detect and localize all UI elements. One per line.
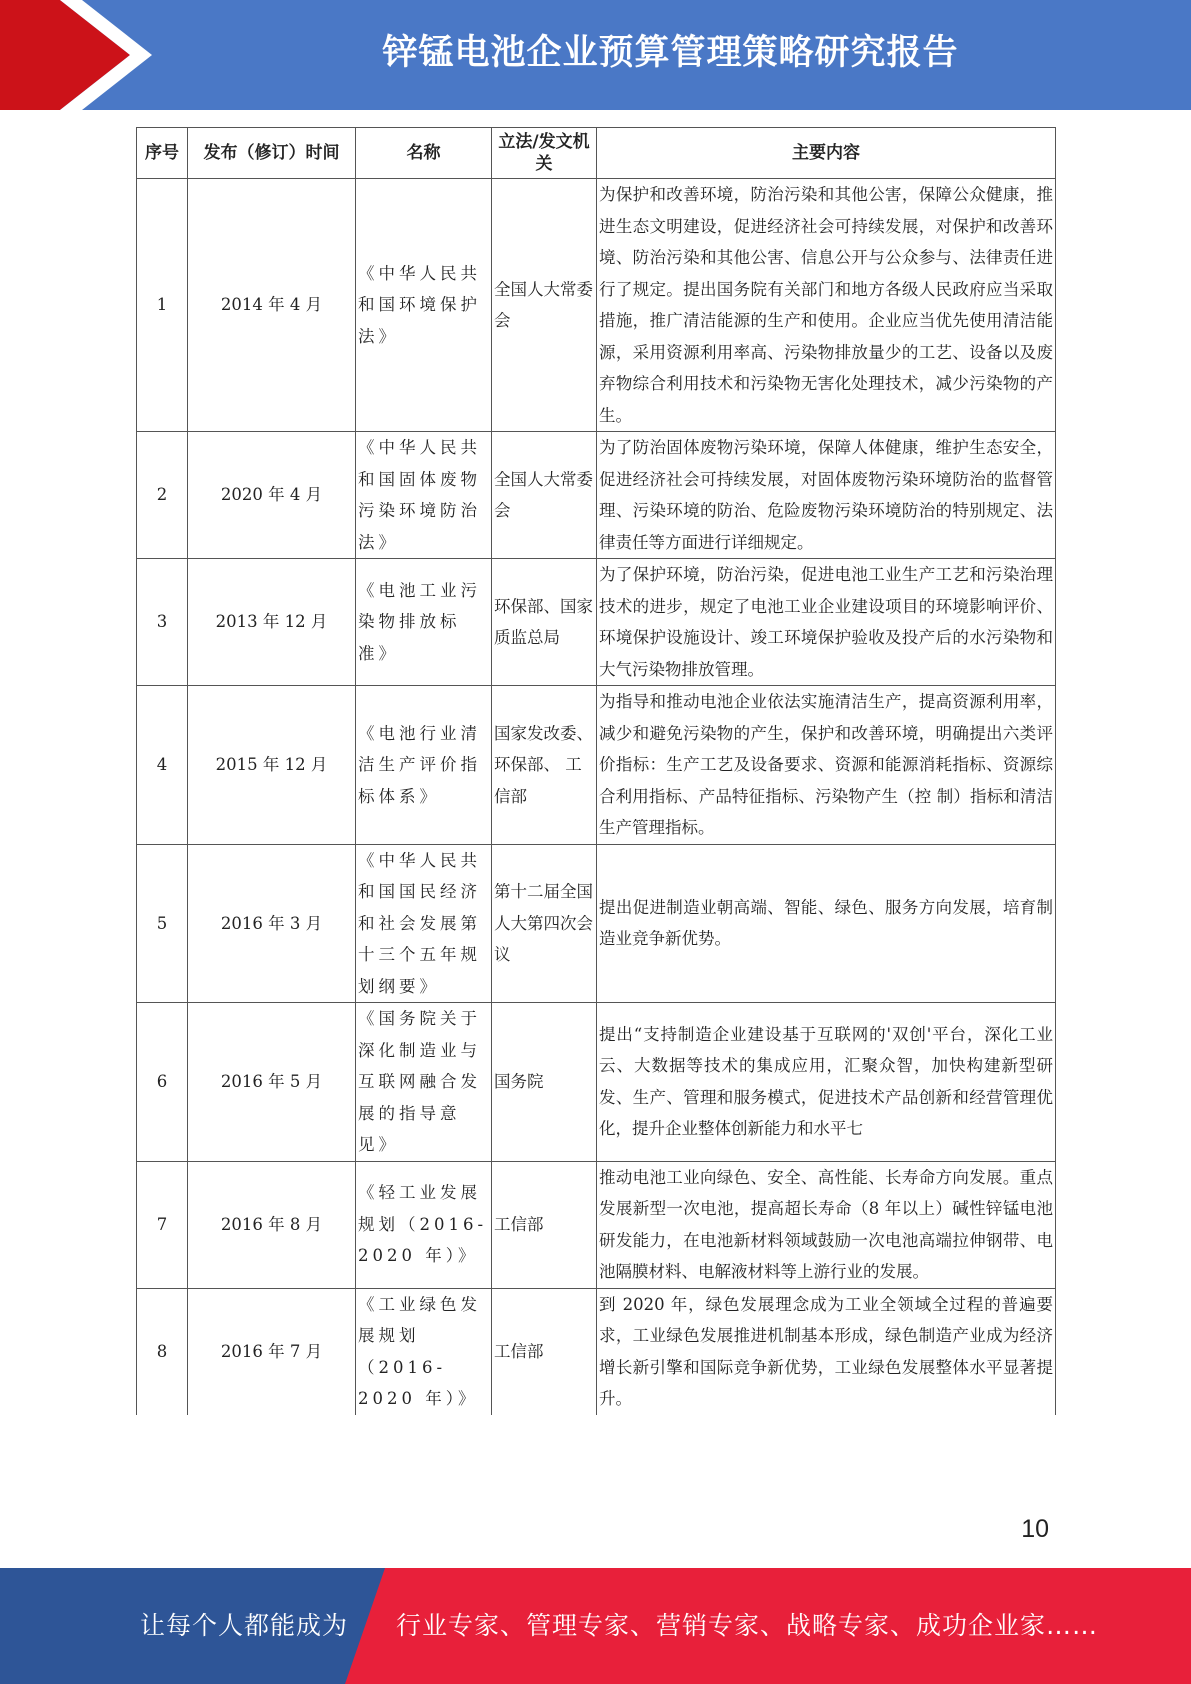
footer-banner [0,1568,1191,1684]
row-number: 7 [137,1161,188,1288]
table-row [137,559,1056,686]
row-content: 为保护和改善环境，防治污染和其他公害，保障公众健康，推进生态文明建设，促进经济社会可持续发展，对保护和改善环境、防治污染和其他公害、信息公开与公众参与、法律责任进行了规定。提出国务院有关部门和地方各级人民政府应当采取措施，推广清洁能源的生产和使用。企业应当优先使用清洁能源，采用资源利用率高、污染物排放量少的工艺、设备以及废弃物综合利用技术和污染物无害化处理技术，减少污染物的产生。 [597,179,1056,432]
row-date: 2014 年 4 月 [188,179,356,432]
row-date: 2016 年 5 月 [188,1003,356,1162]
row-org: 第十二届全国人大第四次会议 [492,844,597,1003]
row-number: 4 [137,686,188,845]
row-number: 3 [137,559,188,686]
table-row [137,432,1056,559]
row-date: 2015 年 12 月 [188,686,356,845]
row-org: 全国人大常委会 [492,179,597,432]
row-content: 为了保护环境，防治污染，促进电池工业生产工艺和污染治理技术的进步，规定了电池工业企业建设项目的环境影响评价、环境保护设施设计、竣工环境保护验收及投产后的水污染物和大气污染物排放管理。 [597,559,1056,686]
footer-slogan-right: 行业专家、管理专家、营销专家、战略专家、成功企业家…… [396,1611,1099,1640]
row-org: 工信部 [492,1288,597,1415]
row-name: 《电池工业污染物排放标准》 [356,559,492,686]
column-header-org: 立法/发文机关 [492,128,597,179]
table-row [137,1003,1056,1162]
row-name: 《中华人民共和国国民经济和社会发展第十三个五年规划纲要》 [356,844,492,1003]
column-header-no: 序号 [137,128,188,179]
row-content: 为指导和推动电池企业依法实施清洁生产，提高资源利用率，减少和避免污染物的产生，保护和改善环境，明确提出六类评价指标：生产工艺及设备要求、资源和能源消耗指标、资源综合利用指标、产品特征指标、污染物产生（控 制）指标和清洁生产管理指标。 [597,686,1056,845]
column-header-name: 名称 [356,128,492,179]
row-date: 2016 年 3 月 [188,844,356,1003]
row-name: 《轻工业发展规划（2016-2020 年）》 [356,1161,492,1288]
row-content: 到 2020 年，绿色发展理念成为工业全领域全过程的普遍要求，工业绿色发展推进机制基本形成，绿色制造产业成为经济增长新引擎和国际竞争新优势，工业绿色发展整体水平显著提升。 [597,1288,1056,1415]
row-content: 提出促进制造业朝高端、智能、绿色、服务方向发展，培育制造业竞争新优势。 [597,844,1056,1003]
row-org: 全国人大常委会 [492,432,597,559]
row-org: 工信部 [492,1161,597,1288]
row-date: 2016 年 8 月 [188,1161,356,1288]
page-number: 10 [1021,1515,1049,1543]
row-name: 《中华人民共和国固体废物污染环境防治法》 [356,432,492,559]
row-name: 《工业绿色发展规划（2016-2020 年）》 [356,1288,492,1415]
row-date: 2013 年 12 月 [188,559,356,686]
row-number: 2 [137,432,188,559]
footer-slogan-left: 让每个人都能成为 [140,1611,349,1640]
row-number: 1 [137,179,188,432]
row-date: 2016 年 7 月 [188,1288,356,1415]
document-title: 锌锰电池企业预算管理策略研究报告 [382,33,959,73]
row-date: 2020 年 4 月 [188,432,356,559]
column-header-content: 主要内容 [597,128,1056,179]
table-row [137,844,1056,1003]
row-name: 《中华人民共和国环境保护法》 [356,179,492,432]
row-org: 环保部、国家质监总局 [492,559,597,686]
regulations-table [136,127,1056,1415]
header-banner [0,0,1191,110]
row-content: 推动电池工业向绿色、安全、高性能、长寿命方向发展。重点发展新型一次电池，提高超长寿命（8 年以上）碱性锌锰电池研发能力，在电池新材料领域鼓励一次电池高端拉伸钢带、电池隔膜材料、电解液材料等上游行业的发展。 [597,1161,1056,1288]
table-row [137,1288,1056,1415]
row-name: 《国务院关于深化制造业与互联网融合发展的指导意见》 [356,1003,492,1162]
table-row [137,686,1056,845]
row-number: 6 [137,1003,188,1162]
table-row [137,1161,1056,1288]
row-number: 8 [137,1288,188,1415]
row-content: 提出“支持制造企业建设基于互联网的'双创'平台，深化工业云、大数据等技术的集成应用，汇聚众智，加快构建新型研发、生产、管理和服务模式，促进技术产品创新和经营管理优化，提升企业整体创新能力和水平七 [597,1003,1056,1162]
table-row [137,179,1056,432]
row-content: 为了防治固体废物污染环境，保障人体健康，维护生态安全，促进经济社会可持续发展，对固体废物污染环境防治的监督管理、污染环境的防治、危险废物污染环境防治的特别规定、法律责任等方面进行详细规定。 [597,432,1056,559]
column-header-date: 发布（修订）时间 [188,128,356,179]
row-number: 5 [137,844,188,1003]
row-name: 《电池行业清洁生产评价指标体系》 [356,686,492,845]
table-header-row [137,128,1056,179]
row-org: 国家发改委、环保部、 工信部 [492,686,597,845]
row-org: 国务院 [492,1003,597,1162]
